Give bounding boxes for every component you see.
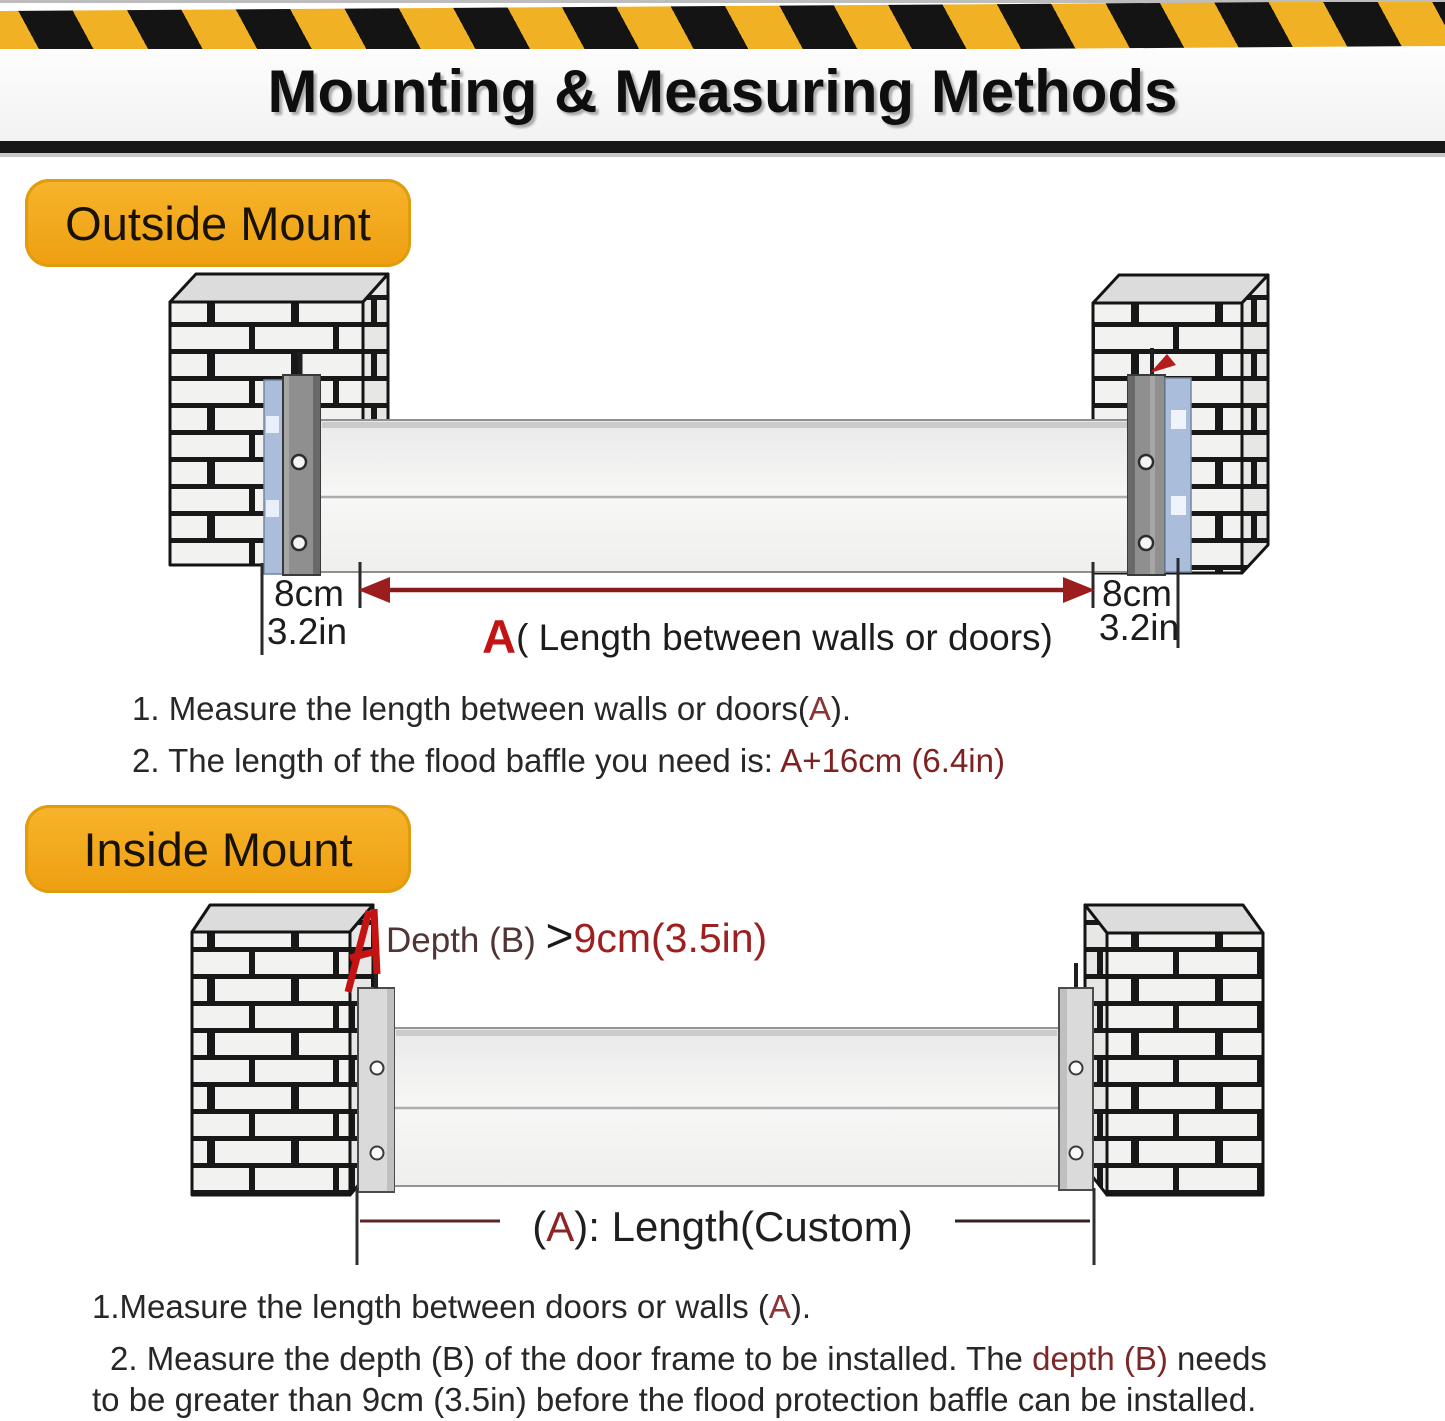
outside-mount-badge: Outside Mount bbox=[25, 179, 411, 267]
length-a-label bbox=[90, 609, 1445, 664]
left-mount-bracket bbox=[358, 988, 394, 1192]
inside-step-2-line-1: 2. Measure the depth (B) of the door frame to be installed. The depth (B) needs bbox=[110, 1340, 1267, 1377]
header-divider-black bbox=[0, 141, 1445, 153]
left-mount-bracket bbox=[264, 352, 320, 575]
outside-step-1: 1. Measure the length between walls or doors(A). bbox=[132, 690, 852, 727]
length-a-accent: A bbox=[482, 610, 517, 663]
right-brick-pillar bbox=[1085, 905, 1263, 1195]
flood-barrier-panels bbox=[320, 420, 1130, 572]
length-a-rest: ( Length between walls or doors) bbox=[516, 617, 1053, 658]
inside-mount-badge: Inside Mount bbox=[25, 805, 411, 893]
inside-mount-diagram bbox=[0, 895, 1445, 1286]
outside-mount-diagram bbox=[0, 270, 1445, 670]
left-brick-pillar bbox=[192, 905, 373, 1195]
greater-than-sign: > bbox=[545, 910, 574, 963]
arrowhead-right-icon bbox=[1063, 577, 1095, 603]
flood-barrier-panels bbox=[394, 1028, 1059, 1186]
right-offset-inch: 3.2in bbox=[1098, 607, 1180, 648]
page-title: Mounting & Measuring Methods bbox=[267, 58, 1178, 125]
right-mount-bracket bbox=[1059, 963, 1093, 1190]
depth-b-label: Depth (B) >9cm(3.5in) bbox=[386, 910, 768, 963]
header-divider-gray bbox=[0, 153, 1445, 157]
right-offset-cm: 8cm bbox=[1102, 573, 1172, 614]
inside-step-2-line-2: to be greater than 9cm (3.5in) before the flood protection baffle can be installed. bbox=[92, 1381, 1257, 1418]
left-offset-inch: 3.2in bbox=[266, 611, 348, 652]
inside-step-1: 1.Measure the length between doors or walls (A). bbox=[92, 1288, 812, 1325]
length-custom-label: (A): Length(Custom) bbox=[532, 1203, 913, 1250]
depth-b-value: 9cm(3.5in) bbox=[573, 915, 768, 961]
left-offset-cm: 8cm bbox=[274, 573, 344, 614]
hazard-stripes bbox=[0, 2, 1445, 56]
outside-step-2: 2. The length of the flood baffle you need is: A+16cm (6.4in) bbox=[132, 742, 1005, 779]
arrowhead-left-icon bbox=[358, 577, 390, 603]
right-mount-bracket bbox=[1128, 348, 1191, 575]
